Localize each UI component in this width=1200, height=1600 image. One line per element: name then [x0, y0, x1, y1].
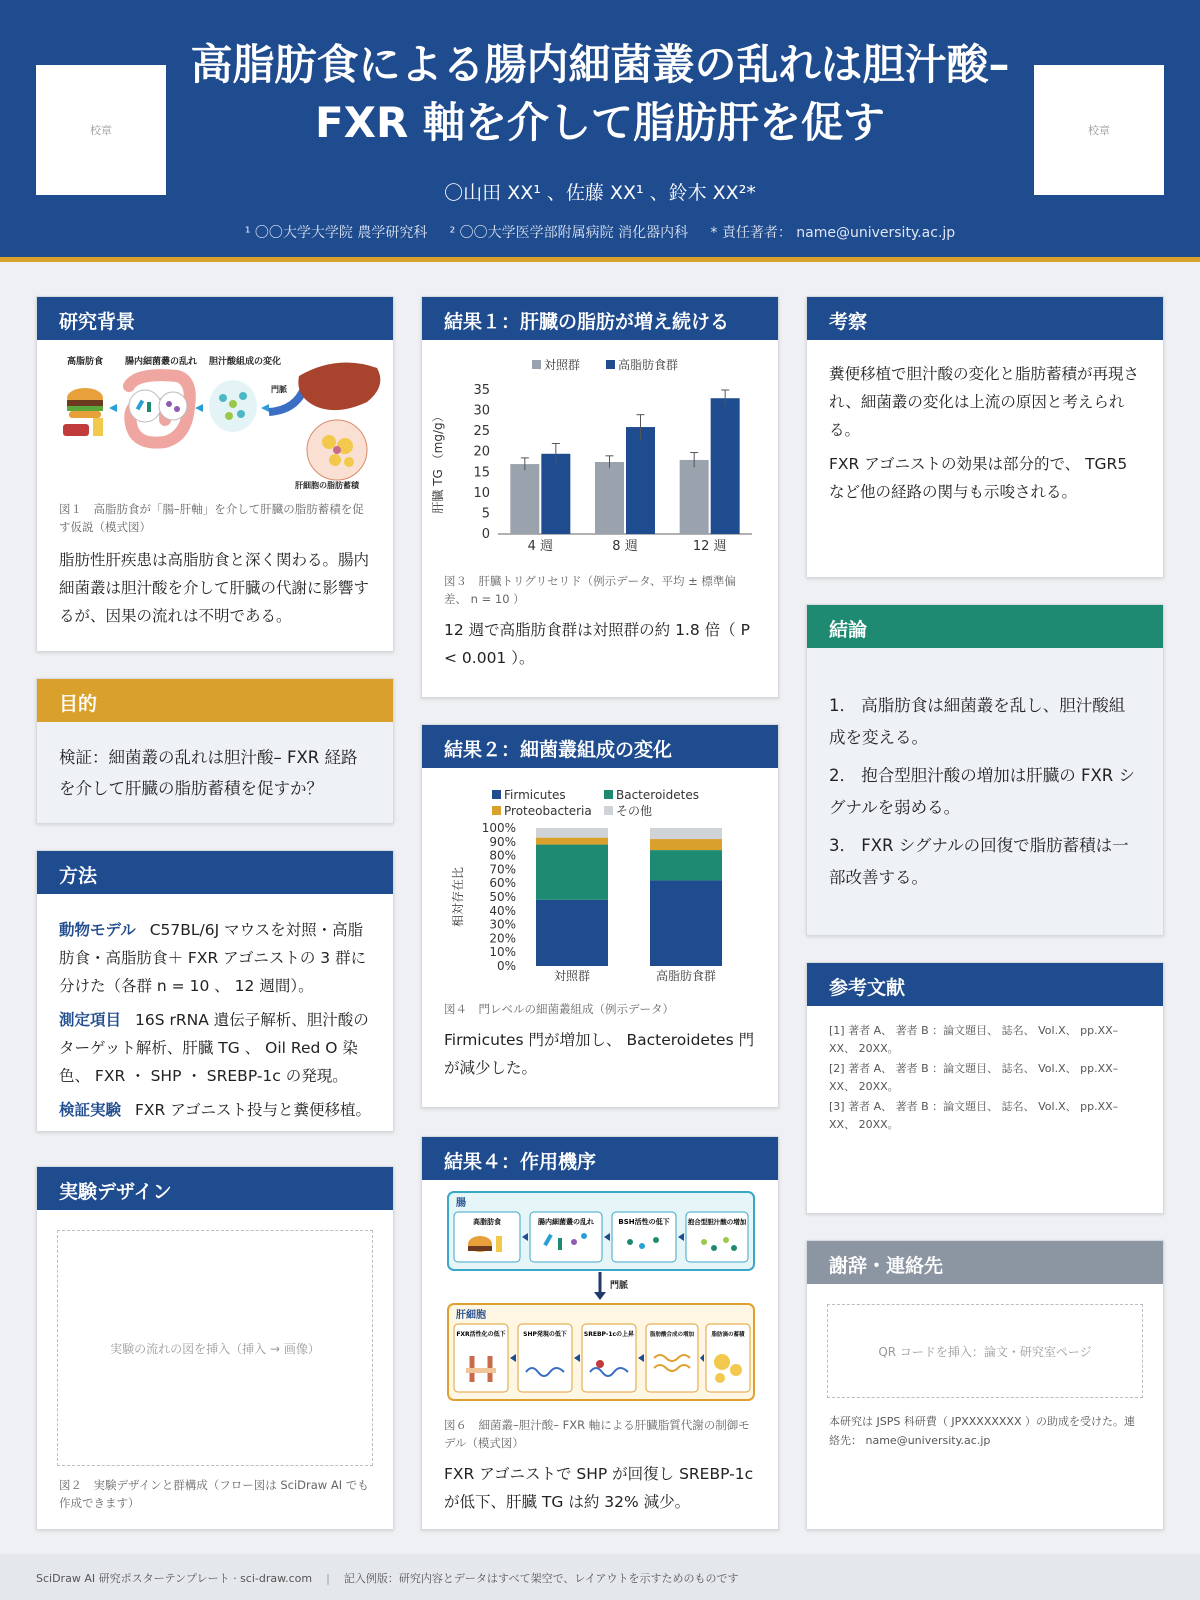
conclusion-item: 1． 高脂肪食は細菌叢を乱し、胆汁酸組成を変える。 [829, 696, 1126, 747]
method-label: 測定項目 [59, 1011, 122, 1029]
liver-step-lipid-droplet [706, 1324, 750, 1392]
method-label: 動物モデル [59, 921, 136, 939]
figure-3-caption: 図３ 肝臓トリグリセリド（例示データ、平均 ± 標準偏差、 n = 10 ） [444, 574, 736, 606]
x-tick-label: 12 週 [692, 539, 727, 554]
legend-swatch [606, 360, 615, 369]
background-text: 脂肪性肝疾患は高脂肪食と深く関わる。腸内細菌叢は胆汁酸を介して肝臓の代謝に影響するが、因果の流れは不明である。 [59, 551, 370, 625]
references-panel [806, 962, 1164, 1214]
fig1-label-bile-acid: 胆汁酸組成の変化 [209, 357, 282, 367]
panel-heading: 謝辞・連絡先 [807, 1241, 1163, 1284]
y-tick-label: 60% [489, 876, 516, 891]
y-tick-label: 10% [489, 945, 516, 960]
reference-item: [1] 著者 A、 著者 B ：論文題目、 誌名、 Vol.X、 pp.XX–XX、 20XX。 [829, 1024, 1119, 1055]
panel-heading: 研究背景 [37, 297, 393, 340]
arrow-icon [261, 404, 269, 412]
fig1-label-microbiota: 腸内細菌叢の乱れ [125, 357, 198, 367]
burger-icon [63, 388, 103, 436]
gut-label: 腸 [456, 1198, 466, 1209]
bile-acid-icon [209, 380, 257, 432]
result2-panel [421, 724, 779, 1108]
method-item [59, 1096, 371, 1124]
y-axis-label: 肝臓 TG （mg/g） [431, 410, 445, 514]
contact-panel [806, 1240, 1164, 1530]
discussion-panel [806, 296, 1164, 578]
liver-step-label: FXR活性化の低下 [456, 1331, 506, 1338]
figure-4-caption: 図４ 門レベルの細菌叢組成（例示データ） [444, 1002, 674, 1016]
gut-step-conjugated [686, 1212, 748, 1262]
legend-label: 対照群 [544, 358, 581, 372]
legend-swatch [492, 806, 501, 815]
method-text: FXR アゴニスト投与と糞便移植。 [135, 1101, 371, 1119]
bar [510, 464, 539, 534]
qr-code-placeholder[interactable] [827, 1304, 1143, 1398]
liver-tg-bar-chart [422, 350, 778, 560]
y-tick-label: 35 [473, 383, 490, 398]
portal-label: 門脈 [610, 1281, 629, 1291]
panel-heading: 結果２：細菌叢組成の変化 [422, 725, 778, 768]
conclusion-item: 3． FXR シグナルの回復で脂肪蓄積は一部改善する。 [829, 836, 1129, 887]
liver-step-fxr [454, 1324, 508, 1392]
gut-step-label: 腸内細菌叢の乱れ [538, 1218, 594, 1226]
poster-title: 高脂肪食による腸内細菌叢の乱れは胆汁酸– FXR 軸を介して脂肪肝を促す [190, 40, 1010, 147]
placeholder-text: QR コードを挿入：論文・研究室ページ [878, 1344, 1092, 1359]
result4-text: FXR アゴニストで SHP が回復し SREBP-1c が低下、肝臓 TG は約 32% 減少。 [444, 1465, 754, 1511]
university-logo-left [36, 65, 166, 195]
placeholder-text: 実験の流れの図を挿入（挿入 → 画像） [110, 1341, 320, 1356]
intestine-icon [129, 375, 190, 443]
affiliations [190, 222, 1010, 242]
stacked-bar-segment [650, 828, 722, 839]
reference-item: [3] 著者 A、 著者 B ：論文題目、 誌名、 Vol.X、 pp.XX–XX、 20XX。 [829, 1100, 1119, 1131]
y-tick-label: 5 [481, 506, 490, 522]
y-tick-label: 70% [489, 862, 516, 877]
logo-label: 校章 [1088, 124, 1110, 137]
liver-step-fatty-acid [646, 1324, 698, 1392]
stacked-bar-segment [536, 900, 608, 966]
stacked-bar-segment [650, 839, 722, 850]
y-axis-label: 相対存在比 [451, 866, 465, 928]
objective-panel [36, 678, 394, 824]
liver-step-label: SREBP-1cの上昇 [583, 1331, 635, 1338]
bar [595, 462, 624, 534]
panel-heading: 実験デザイン [37, 1167, 393, 1210]
arrow-icon [109, 404, 117, 412]
result1-text: 12 週で高脂肪食群は対照群の約 1.8 倍（ P < 0.001 ）。 [444, 621, 750, 667]
poster-footer: SciDraw AI 研究ポスターテンプレート · sci-draw.com | 記入例版：研究内容とデータはすべて架空で、レイアウトを示すためのものです [0, 1554, 1200, 1600]
result2-text: Firmicutes 門が増加し、 Bacteroidetes 門が減少した。 [444, 1031, 755, 1077]
legend-swatch [532, 360, 541, 369]
affiliation-2: ² 〇〇大学医学部附属病院 消化器内科 [449, 225, 689, 241]
bar [626, 427, 655, 534]
gut-step-label: BSH活性の低下 [618, 1218, 670, 1226]
liver-step-shp [518, 1324, 572, 1392]
y-tick-label: 20% [489, 931, 516, 946]
result1-panel [421, 296, 779, 698]
y-tick-label: 30 [473, 403, 490, 419]
arrow-icon [195, 404, 203, 412]
panel-heading: 考察 [807, 297, 1163, 340]
y-tick-label: 80% [489, 848, 516, 863]
method-text: C57BL/6J マウスを対照・高脂肪食・高脂肪食＋ FXR アゴニストの 3 群に分けた（各群 n = 10 、 12 週間）。 [59, 921, 367, 995]
legend-swatch [604, 790, 613, 799]
y-tick-label: 100% [481, 821, 516, 835]
result4-panel [421, 1136, 779, 1530]
liver-step-srebp [582, 1324, 636, 1392]
background-panel [36, 296, 394, 652]
authors: 〇山田 XX¹ 、佐藤 XX¹ 、鈴木 XX²* [444, 182, 756, 204]
stacked-bar-segment [536, 845, 608, 900]
mechanism-diagram [422, 1186, 778, 1412]
microbiota-stacked-bar-chart [422, 780, 778, 988]
gut-step-label: 高脂肪食 [473, 1218, 501, 1226]
method-item [59, 916, 371, 1000]
gut-step-label: 抱合型胆汁酸の増加 [687, 1218, 747, 1226]
legend-label: その他 [616, 804, 653, 818]
legend-swatch [604, 806, 613, 815]
discussion-paragraph-1: 糞便移植で胆汁酸の変化と脂肪蓄積が再現され、細菌叢の変化は上流の原因と考えられる。 [829, 365, 1140, 439]
legend-label: 高脂肪食群 [618, 358, 679, 372]
panel-heading: 方法 [37, 851, 393, 894]
liver-icon [298, 363, 380, 480]
legend-label: Proteobacteria [504, 804, 592, 818]
y-tick-label: 15 [473, 465, 490, 481]
design-panel [36, 1166, 394, 1530]
figure-1-caption: 図１ 高脂肪食が「腸–肝軸」を介して肝臓の脂肪蓄積を促す仮説（模式図） [59, 502, 364, 534]
stacked-bar-segment [536, 838, 608, 845]
footer-left: SciDraw AI 研究ポスターテンプレート · sci-draw.com [36, 1572, 313, 1585]
y-tick-label: 0% [496, 959, 516, 973]
panel-heading: 結果４：作用機序 [422, 1137, 778, 1180]
acknowledgment-text: 本研究は JSPS 科研費（ JPXXXXXXXX ）の助成を受けた。連絡先： name@university.ac.jp [829, 1415, 1135, 1447]
panel-heading: 結論 [807, 605, 1163, 648]
x-tick-label: 対照群 [553, 969, 591, 983]
gut-step-bsh [612, 1212, 676, 1262]
hepatocyte-label: 肝細胞 [456, 1310, 486, 1321]
university-logo-right [1034, 65, 1164, 195]
fig1-label-diet: 高脂肪食 [67, 357, 104, 367]
liver-step-label: 脂肪酸合成の増加 [649, 1332, 695, 1338]
panel-heading: 参考文献 [807, 963, 1163, 1006]
conclusion-panel [806, 604, 1164, 936]
panel-heading: 目的 [37, 679, 393, 722]
design-image-placeholder[interactable] [57, 1230, 373, 1466]
figure-6-caption: 図６ 細菌叢–胆汁酸– FXR 軸による肝臓脂質代謝の制御モデル（模式図） [444, 1418, 750, 1450]
fig1-label-hepatocyte: 肝細胞の脂肪蓄積 [295, 481, 359, 490]
x-tick-label: 8 週 [612, 539, 638, 554]
gut-liver-illustration [37, 346, 393, 496]
bar [541, 454, 570, 534]
y-tick-label: 10 [473, 485, 490, 501]
bar [680, 460, 709, 534]
poster-header [0, 0, 1200, 262]
method-text: 16S rRNA 遺伝子解析、胆汁酸のターゲット解析、肝臓 TG 、 Oil Red O 染色、 FXR ・ SHP ・ SREBP-1c の発現。 [59, 1011, 369, 1085]
legend-label: Firmicutes [504, 788, 566, 802]
stacked-bar-segment [536, 828, 608, 838]
footer-right: 記入例版：研究内容とデータはすべて架空で、レイアウトを示すためのものです [343, 1572, 739, 1585]
liver-step-label: SHP発現の低下 [523, 1331, 567, 1338]
stacked-bar-segment [650, 850, 722, 880]
y-tick-label: 40% [489, 903, 516, 918]
objective-text: 検証：細菌叢の乱れは胆汁酸– FXR 経路を介して肝臓の脂肪蓄積を促すか？ [37, 722, 393, 823]
discussion-paragraph-2: FXR アゴニストの効果は部分的で、 TGR5 など他の経路の関与も示唆される。 [829, 455, 1128, 501]
logo-label: 校章 [90, 124, 112, 137]
gut-step-diet [454, 1212, 520, 1262]
y-tick-label: 20 [473, 444, 490, 460]
legend-label: Bacteroidetes [616, 788, 699, 802]
fig1-label-portal: 門脈 [271, 385, 287, 394]
y-tick-label: 30% [489, 917, 516, 932]
legend-swatch [492, 790, 501, 799]
x-tick-label: 4 週 [527, 539, 554, 554]
y-tick-label: 90% [489, 834, 516, 849]
panel-heading: 結果１：肝臓の脂肪が増え続ける [422, 297, 778, 340]
liver-step-label: 脂肪滴の蓄積 [711, 1332, 745, 1338]
y-tick-label: 0 [481, 527, 490, 542]
method-label: 検証実験 [59, 1101, 122, 1119]
reference-item: [2] 著者 A、 著者 B ：論文題目、 誌名、 Vol.X、 pp.XX–XX、 20XX。 [829, 1062, 1119, 1093]
arrow-icon [594, 1292, 606, 1300]
methods-panel [36, 850, 394, 1132]
y-tick-label: 50% [489, 890, 516, 904]
corresponding-author: * 責任著者： name@university.ac.jp [710, 225, 956, 241]
conclusion-item: 2． 抱合型胆汁酸の増加は肝臓の FXR シグナルを弱める。 [829, 766, 1135, 817]
stacked-bar-segment [650, 880, 722, 966]
x-tick-label: 高脂肪食群 [655, 969, 717, 983]
y-tick-label: 25 [473, 424, 490, 440]
bar [711, 398, 740, 534]
figure-2-caption: 図２ 実験デザインと群構成（フロー図は SciDraw AI でも作成できます） [59, 1478, 369, 1510]
method-item [59, 1006, 371, 1090]
affiliation-1: ¹ 〇〇大学大学院 農学研究科 [244, 225, 428, 241]
gut-step-dysbiosis [530, 1212, 602, 1262]
